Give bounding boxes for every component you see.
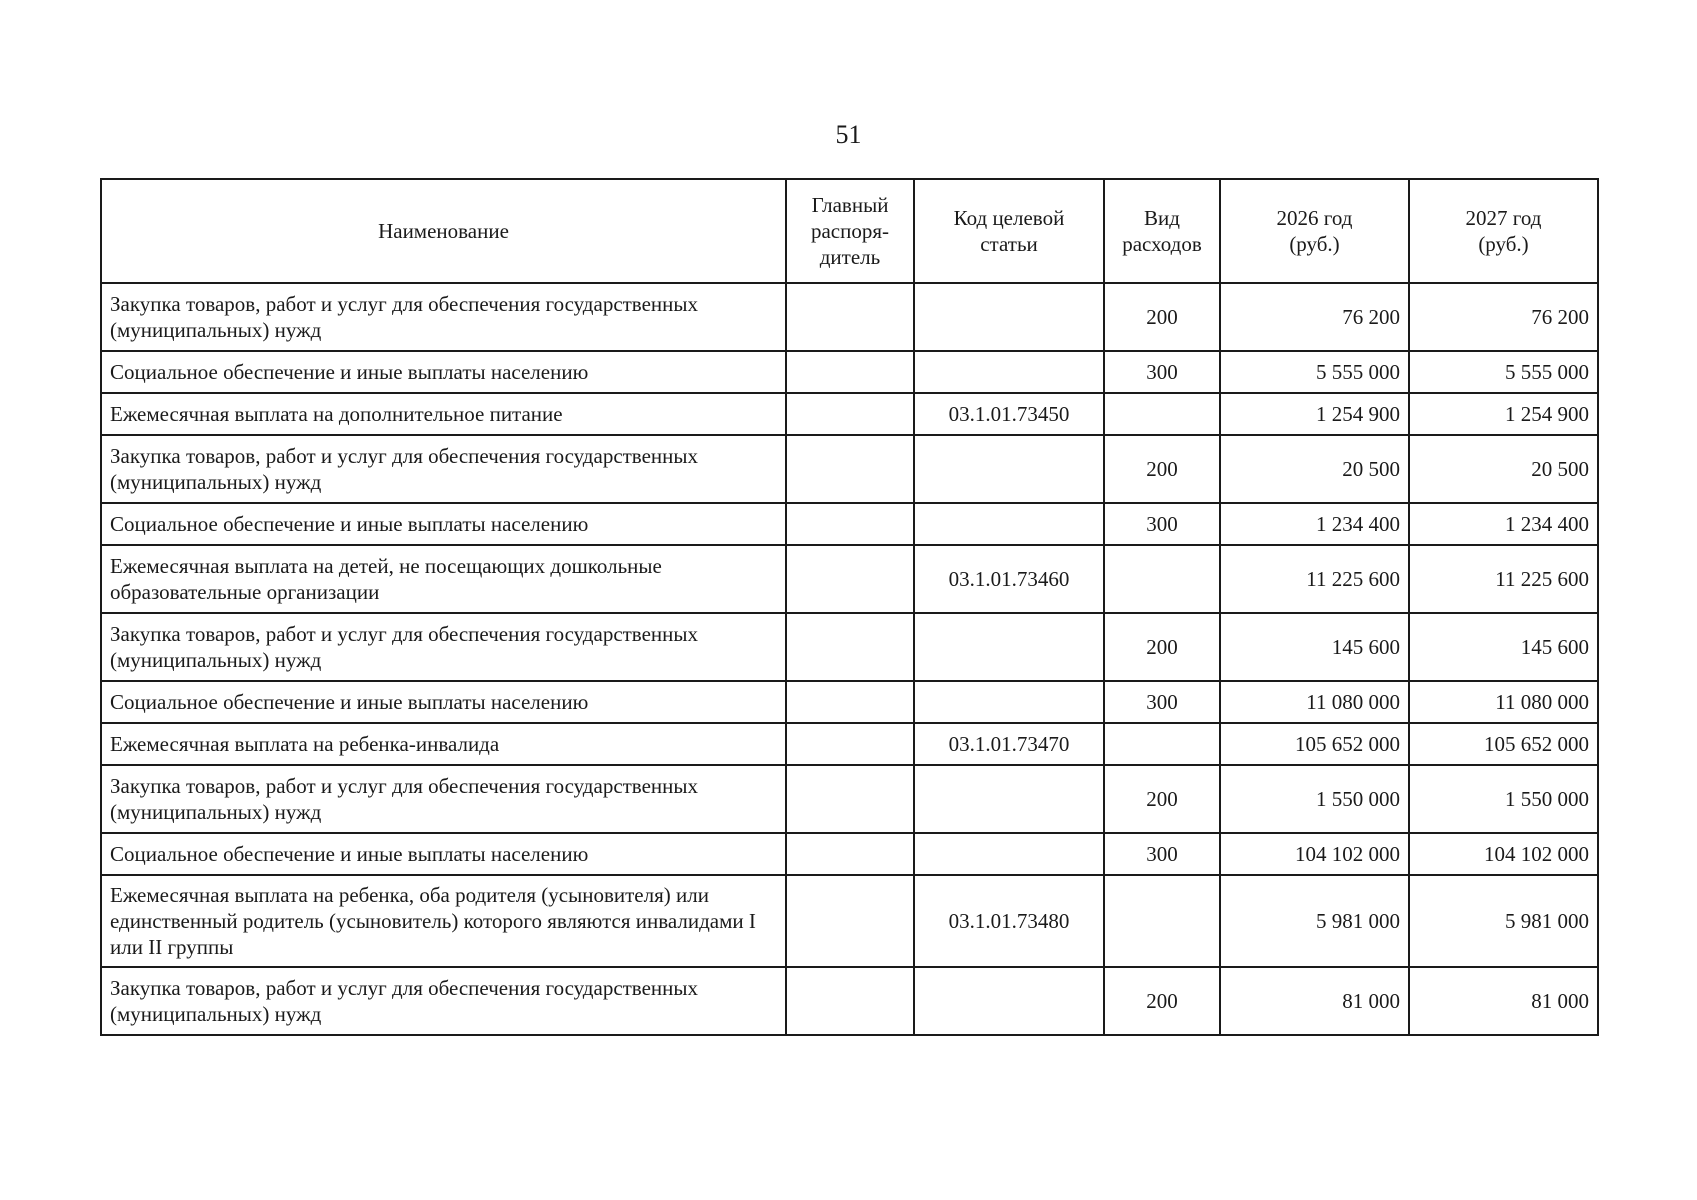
cell-amount-2026: 81 000	[1220, 967, 1409, 1035]
header-2026: 2026 год (руб.)	[1220, 179, 1409, 283]
cell-amount-2027: 1 234 400	[1409, 503, 1598, 545]
cell-amount-2027: 1 254 900	[1409, 393, 1598, 435]
table-row	[101, 833, 1598, 875]
cell-amount-2026: 104 102 000	[1220, 833, 1409, 875]
cell-name: Социальное обеспечение и иные выплаты населению	[101, 503, 786, 545]
cell-target-code	[914, 681, 1104, 723]
cell-expense-type: 200	[1104, 765, 1220, 833]
cell-amount-2026: 105 652 000	[1220, 723, 1409, 765]
cell-target-code: 03.1.01.73470	[914, 723, 1104, 765]
cell-amount-2026: 145 600	[1220, 613, 1409, 681]
cell-amount-2027: 105 652 000	[1409, 723, 1598, 765]
header-type: Вид расходов	[1104, 179, 1220, 283]
cell-expense-type	[1104, 875, 1220, 967]
cell-target-code	[914, 351, 1104, 393]
cell-target-code	[914, 613, 1104, 681]
cell-admin	[786, 681, 914, 723]
cell-amount-2026: 11 225 600	[1220, 545, 1409, 613]
cell-target-code	[914, 503, 1104, 545]
cell-name: Ежемесячная выплата на детей, не посещающих дошкольные образовательные организации	[101, 545, 786, 613]
cell-target-code: 03.1.01.73480	[914, 875, 1104, 967]
cell-amount-2027: 5 981 000	[1409, 875, 1598, 967]
cell-amount-2026: 76 200	[1220, 283, 1409, 351]
cell-amount-2026: 1 550 000	[1220, 765, 1409, 833]
cell-admin	[786, 967, 914, 1035]
cell-name: Ежемесячная выплата на ребенка-инвалида	[101, 723, 786, 765]
cell-admin	[786, 875, 914, 967]
cell-amount-2027: 145 600	[1409, 613, 1598, 681]
cell-target-code: 03.1.01.73450	[914, 393, 1104, 435]
cell-admin	[786, 503, 914, 545]
cell-target-code	[914, 765, 1104, 833]
cell-target-code: 03.1.01.73460	[914, 545, 1104, 613]
cell-amount-2026: 11 080 000	[1220, 681, 1409, 723]
budget-table	[100, 178, 1599, 1036]
table-row	[101, 503, 1598, 545]
cell-expense-type	[1104, 723, 1220, 765]
cell-amount-2027: 5 555 000	[1409, 351, 1598, 393]
cell-admin	[786, 833, 914, 875]
cell-name: Ежемесячная выплата на ребенка, оба родителя (усыновителя) или единственный родитель (усыновитель) которого являются инвалидами I или II группы	[101, 875, 786, 967]
cell-expense-type: 300	[1104, 681, 1220, 723]
cell-target-code	[914, 283, 1104, 351]
table-row	[101, 393, 1598, 435]
table-row	[101, 283, 1598, 351]
cell-name: Социальное обеспечение и иные выплаты населению	[101, 833, 786, 875]
cell-amount-2026: 1 234 400	[1220, 503, 1409, 545]
table-row	[101, 545, 1598, 613]
cell-expense-type: 200	[1104, 967, 1220, 1035]
cell-amount-2027: 20 500	[1409, 435, 1598, 503]
cell-admin	[786, 283, 914, 351]
table-row	[101, 875, 1598, 967]
cell-admin	[786, 393, 914, 435]
table-row	[101, 723, 1598, 765]
cell-amount-2027: 76 200	[1409, 283, 1598, 351]
cell-admin	[786, 613, 914, 681]
cell-expense-type: 300	[1104, 503, 1220, 545]
cell-name: Закупка товаров, работ и услуг для обеспечения государственных (муниципальных) нужд	[101, 765, 786, 833]
header-2027: 2027 год (руб.)	[1409, 179, 1598, 283]
cell-expense-type: 300	[1104, 351, 1220, 393]
table-row	[101, 681, 1598, 723]
cell-name: Закупка товаров, работ и услуг для обеспечения государственных (муниципальных) нужд	[101, 435, 786, 503]
header-name: Наименование	[101, 179, 786, 283]
cell-name: Закупка товаров, работ и услуг для обеспечения государственных (муниципальных) нужд	[101, 283, 786, 351]
cell-admin	[786, 723, 914, 765]
cell-name: Закупка товаров, работ и услуг для обеспечения государственных (муниципальных) нужд	[101, 967, 786, 1035]
cell-expense-type	[1104, 545, 1220, 613]
cell-admin	[786, 545, 914, 613]
cell-target-code	[914, 967, 1104, 1035]
table-row	[101, 351, 1598, 393]
table-header-row	[101, 179, 1598, 283]
cell-admin	[786, 765, 914, 833]
cell-expense-type: 200	[1104, 283, 1220, 351]
cell-expense-type: 200	[1104, 613, 1220, 681]
table-row	[101, 967, 1598, 1035]
cell-expense-type: 200	[1104, 435, 1220, 503]
header-admin: Главный распоря- дитель	[786, 179, 914, 283]
table-row	[101, 765, 1598, 833]
cell-expense-type: 300	[1104, 833, 1220, 875]
table-row	[101, 613, 1598, 681]
cell-amount-2026: 1 254 900	[1220, 393, 1409, 435]
cell-admin	[786, 351, 914, 393]
cell-amount-2027: 81 000	[1409, 967, 1598, 1035]
cell-amount-2026: 5 555 000	[1220, 351, 1409, 393]
cell-amount-2027: 104 102 000	[1409, 833, 1598, 875]
cell-expense-type	[1104, 393, 1220, 435]
table-body	[101, 283, 1598, 1035]
cell-name: Ежемесячная выплата на дополнительное питание	[101, 393, 786, 435]
cell-amount-2026: 20 500	[1220, 435, 1409, 503]
cell-amount-2026: 5 981 000	[1220, 875, 1409, 967]
cell-name: Социальное обеспечение и иные выплаты населению	[101, 681, 786, 723]
cell-admin	[786, 435, 914, 503]
table-row	[101, 435, 1598, 503]
cell-amount-2027: 11 080 000	[1409, 681, 1598, 723]
cell-name: Закупка товаров, работ и услуг для обеспечения государственных (муниципальных) нужд	[101, 613, 786, 681]
cell-amount-2027: 1 550 000	[1409, 765, 1598, 833]
page-number: 51	[835, 120, 862, 149]
cell-target-code	[914, 833, 1104, 875]
cell-name: Социальное обеспечение и иные выплаты населению	[101, 351, 786, 393]
header-code: Код целевой статьи	[914, 179, 1104, 283]
cell-amount-2027: 11 225 600	[1409, 545, 1598, 613]
cell-target-code	[914, 435, 1104, 503]
